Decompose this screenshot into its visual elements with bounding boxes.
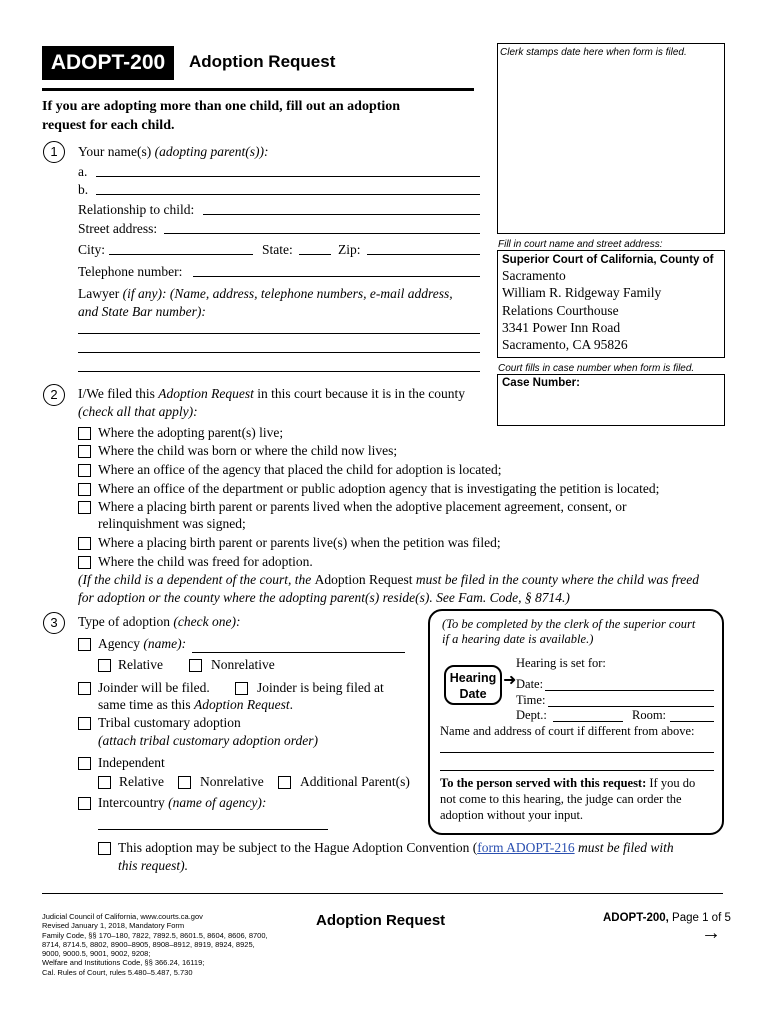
phone-label: Telephone number:	[78, 264, 183, 279]
footer-citations: Judicial Council of California, www.courts.ca.gov Revised January 1, 2018, Mandatory Form Family Code, §§ 170–180, 7822, 7892.5, 8601.5, 8604, 8606, 8700, 8714, 8714.5, 8802, 8900–8905, 8908–8912, 8919, 8924, 8925, 9000, 9000.5, 9001, 9002, 9208; Welfare and Institutions Code, §§ 366.24, 16119; Cal. Rules of Court, rules 5.480–5.487, 5.730	[42, 912, 268, 977]
header-rule	[42, 88, 474, 91]
phone-field[interactable]	[193, 276, 480, 277]
independent-nonrelative-label: Nonrelative	[200, 774, 264, 789]
section-3-title: Type of adoption (check one):	[78, 614, 241, 629]
joinder-filed-label: Joinder will be filed.	[98, 680, 210, 695]
checkbox-independent[interactable]	[78, 757, 91, 770]
checkbox-agency-nonrelative[interactable]	[189, 659, 202, 672]
tribal-label: Tribal customary adoption	[98, 715, 241, 730]
state-field[interactable]	[299, 254, 331, 255]
section-1-number: 1	[43, 141, 65, 163]
court-line: Relations Courthouse	[502, 302, 619, 318]
agency-name-field[interactable]	[192, 652, 405, 653]
checkbox-tribal[interactable]	[78, 717, 91, 730]
footer-rule	[42, 893, 723, 894]
relationship-label: Relationship to child:	[78, 202, 195, 217]
checkbox-agency-office[interactable]	[78, 464, 91, 477]
agency-nonrelative-label: Nonrelative	[211, 657, 275, 672]
agency-label: Agency (name):	[98, 636, 187, 651]
court-fill-label: Fill in court name and street address:	[498, 239, 663, 250]
same-time-label: same time as this Adoption Request.	[98, 697, 293, 712]
dependent-note-1: (If the child is a dependent of the court, the Adoption Request must be filed in the county where the child was freed	[78, 572, 700, 587]
checkbox-intercountry[interactable]	[78, 797, 91, 810]
hearing-date-badge: Hearing Date	[444, 665, 502, 705]
parent-a-label: a.	[78, 164, 88, 179]
hearing-date-field[interactable]	[545, 690, 714, 691]
option-child-freed: Where the child was freed for adoption.	[98, 554, 313, 569]
hearing-court-field-2[interactable]	[440, 770, 714, 771]
checkbox-agency[interactable]	[78, 638, 91, 651]
zip-field[interactable]	[367, 254, 480, 255]
section-2-intro-2: (check all that apply):	[78, 404, 198, 419]
lawyer-field-3[interactable]	[78, 371, 480, 372]
hearing-court-label: Name and address of court if different from above:	[440, 724, 695, 738]
parent-b-field[interactable]	[96, 194, 480, 195]
intro-line-1: If you are adopting more than one child, fill out an adoption	[42, 99, 401, 114]
clerk-stamp-label: Clerk stamps date here when form is filed.	[500, 47, 687, 58]
city-label: City:	[78, 242, 106, 257]
hague-text-2: this request).	[118, 858, 188, 873]
intercountry-agency-field[interactable]	[98, 829, 328, 830]
tribal-note: (attach tribal customary adoption order)	[98, 733, 318, 748]
hearing-dept-field[interactable]	[553, 721, 623, 722]
checkbox-hague[interactable]	[98, 842, 111, 855]
parent-b-label: b.	[78, 182, 89, 197]
checkbox-child-born[interactable]	[78, 445, 91, 458]
checkbox-birth-parent-lived[interactable]	[78, 501, 91, 514]
checkbox-agency-relative[interactable]	[98, 659, 111, 672]
section-1-title: Your name(s) (adopting parent(s)):	[78, 144, 269, 159]
court-address	[502, 267, 661, 353]
section-2-number: 2	[43, 384, 65, 406]
lawyer-label: Lawyer (if any): (Name, address, telephone numbers, e-mail address,	[78, 286, 453, 301]
court-line: William R. Ridgeway Family	[502, 285, 662, 301]
hearing-time-label: Time:	[516, 693, 546, 707]
joinder-being-label: Joinder is being filed at	[257, 680, 384, 695]
footer-title: Adoption Request	[316, 912, 446, 929]
option-child-born: Where the child was born or where the child now lives;	[98, 443, 398, 458]
next-page-arrow-icon[interactable]: →	[701, 922, 721, 944]
additional-parent-label: Additional Parent(s)	[300, 774, 410, 789]
city-field[interactable]	[109, 254, 253, 255]
intercountry-label: Intercountry (name of agency):	[98, 795, 267, 810]
checkbox-independent-nonrelative[interactable]	[178, 776, 191, 789]
form-title: Adoption Request	[189, 52, 336, 71]
parent-a-field[interactable]	[96, 176, 480, 177]
hearing-time-field[interactable]	[548, 706, 714, 707]
checkbox-joinder-being[interactable]	[235, 682, 248, 695]
option-agency-office: Where an office of the agency that placed the child for adoption is located;	[98, 462, 502, 477]
court-line: 3341 Power Inn Road	[502, 319, 621, 335]
hearing-set-for: Hearing is set for:	[516, 656, 606, 670]
checkbox-department-office[interactable]	[78, 483, 91, 496]
option-parent-live: Where the adopting parent(s) live;	[98, 425, 284, 440]
lawyer-field-1[interactable]	[78, 333, 480, 334]
intro-line-2: request for each child.	[42, 118, 175, 133]
lawyer-label-2: and State Bar number):	[78, 304, 206, 319]
form-id-tag: ADOPT-200	[42, 46, 174, 80]
option-birth-parent-live: Where a placing birth parent or parents live(s) when the petition was filed;	[98, 535, 501, 550]
hearing-room-field[interactable]	[670, 721, 714, 722]
state-label: State:	[262, 242, 293, 257]
checkbox-parent-live[interactable]	[78, 427, 91, 440]
checkbox-child-freed[interactable]	[78, 556, 91, 569]
case-fill-label: Court fills in case number when form is filed.	[498, 363, 695, 374]
court-title: Superior Court of California, County of	[502, 254, 714, 266]
checkbox-joinder-filed[interactable]	[78, 682, 91, 695]
independent-relative-label: Relative	[119, 774, 164, 789]
arrow-right-icon: ➜	[503, 672, 517, 689]
checkbox-birth-parent-live[interactable]	[78, 537, 91, 550]
dependent-note-2: for adoption or the county where the adopting parent(s) reside(s). See Fam. Code, § 8714.)	[78, 590, 570, 605]
street-field[interactable]	[164, 233, 480, 234]
relationship-field[interactable]	[203, 214, 480, 215]
court-line: Sacramento, CA 95826	[502, 337, 628, 353]
independent-label: Independent	[98, 755, 165, 770]
hearing-date-label: Date:	[516, 677, 544, 691]
hearing-court-field-1[interactable]	[440, 752, 714, 753]
served-notice: To the person served with this request: If you do not come to this hearing, the judge can order the adoption without your input.	[440, 776, 696, 822]
clerk-stamp-box[interactable]	[497, 43, 725, 234]
hearing-note-1: (To be completed by the clerk of the superior court	[442, 617, 696, 631]
zip-label: Zip:	[338, 242, 361, 257]
hearing-dept-label: Dept.:	[516, 708, 547, 722]
case-number-label: Case Number:	[502, 377, 580, 389]
checkbox-independent-relative[interactable]	[98, 776, 111, 789]
section-2-intro: I/We filed this Adoption Request in this court because it is in the county	[78, 386, 465, 401]
option-birth-parent-lived: Where a placing birth parent or parents lived when the adoptive placement agreement, consent, or	[98, 499, 627, 514]
hague-text: This adoption may be subject to the Hague Adoption Convention (form ADOPT-216 must be filed with	[118, 840, 674, 855]
footer-page: ADOPT-200, Page 1 of 5	[603, 912, 731, 924]
street-label: Street address:	[78, 221, 158, 236]
hearing-room-label: Room:	[632, 708, 667, 722]
agency-relative-label: Relative	[118, 657, 163, 672]
section-3-number: 3	[43, 612, 65, 634]
lawyer-field-2[interactable]	[78, 352, 480, 353]
hague-form-link[interactable]: form ADOPT-216	[477, 840, 575, 855]
option-department-office: Where an office of the department or public adoption agency that is investigating the petition is located;	[98, 481, 660, 496]
hearing-note-2: if a hearing date is available.)	[442, 632, 594, 646]
option-birth-parent-lived-2: relinquishment was signed;	[98, 516, 246, 531]
court-line: Sacramento	[502, 268, 566, 283]
checkbox-additional-parent[interactable]	[278, 776, 291, 789]
